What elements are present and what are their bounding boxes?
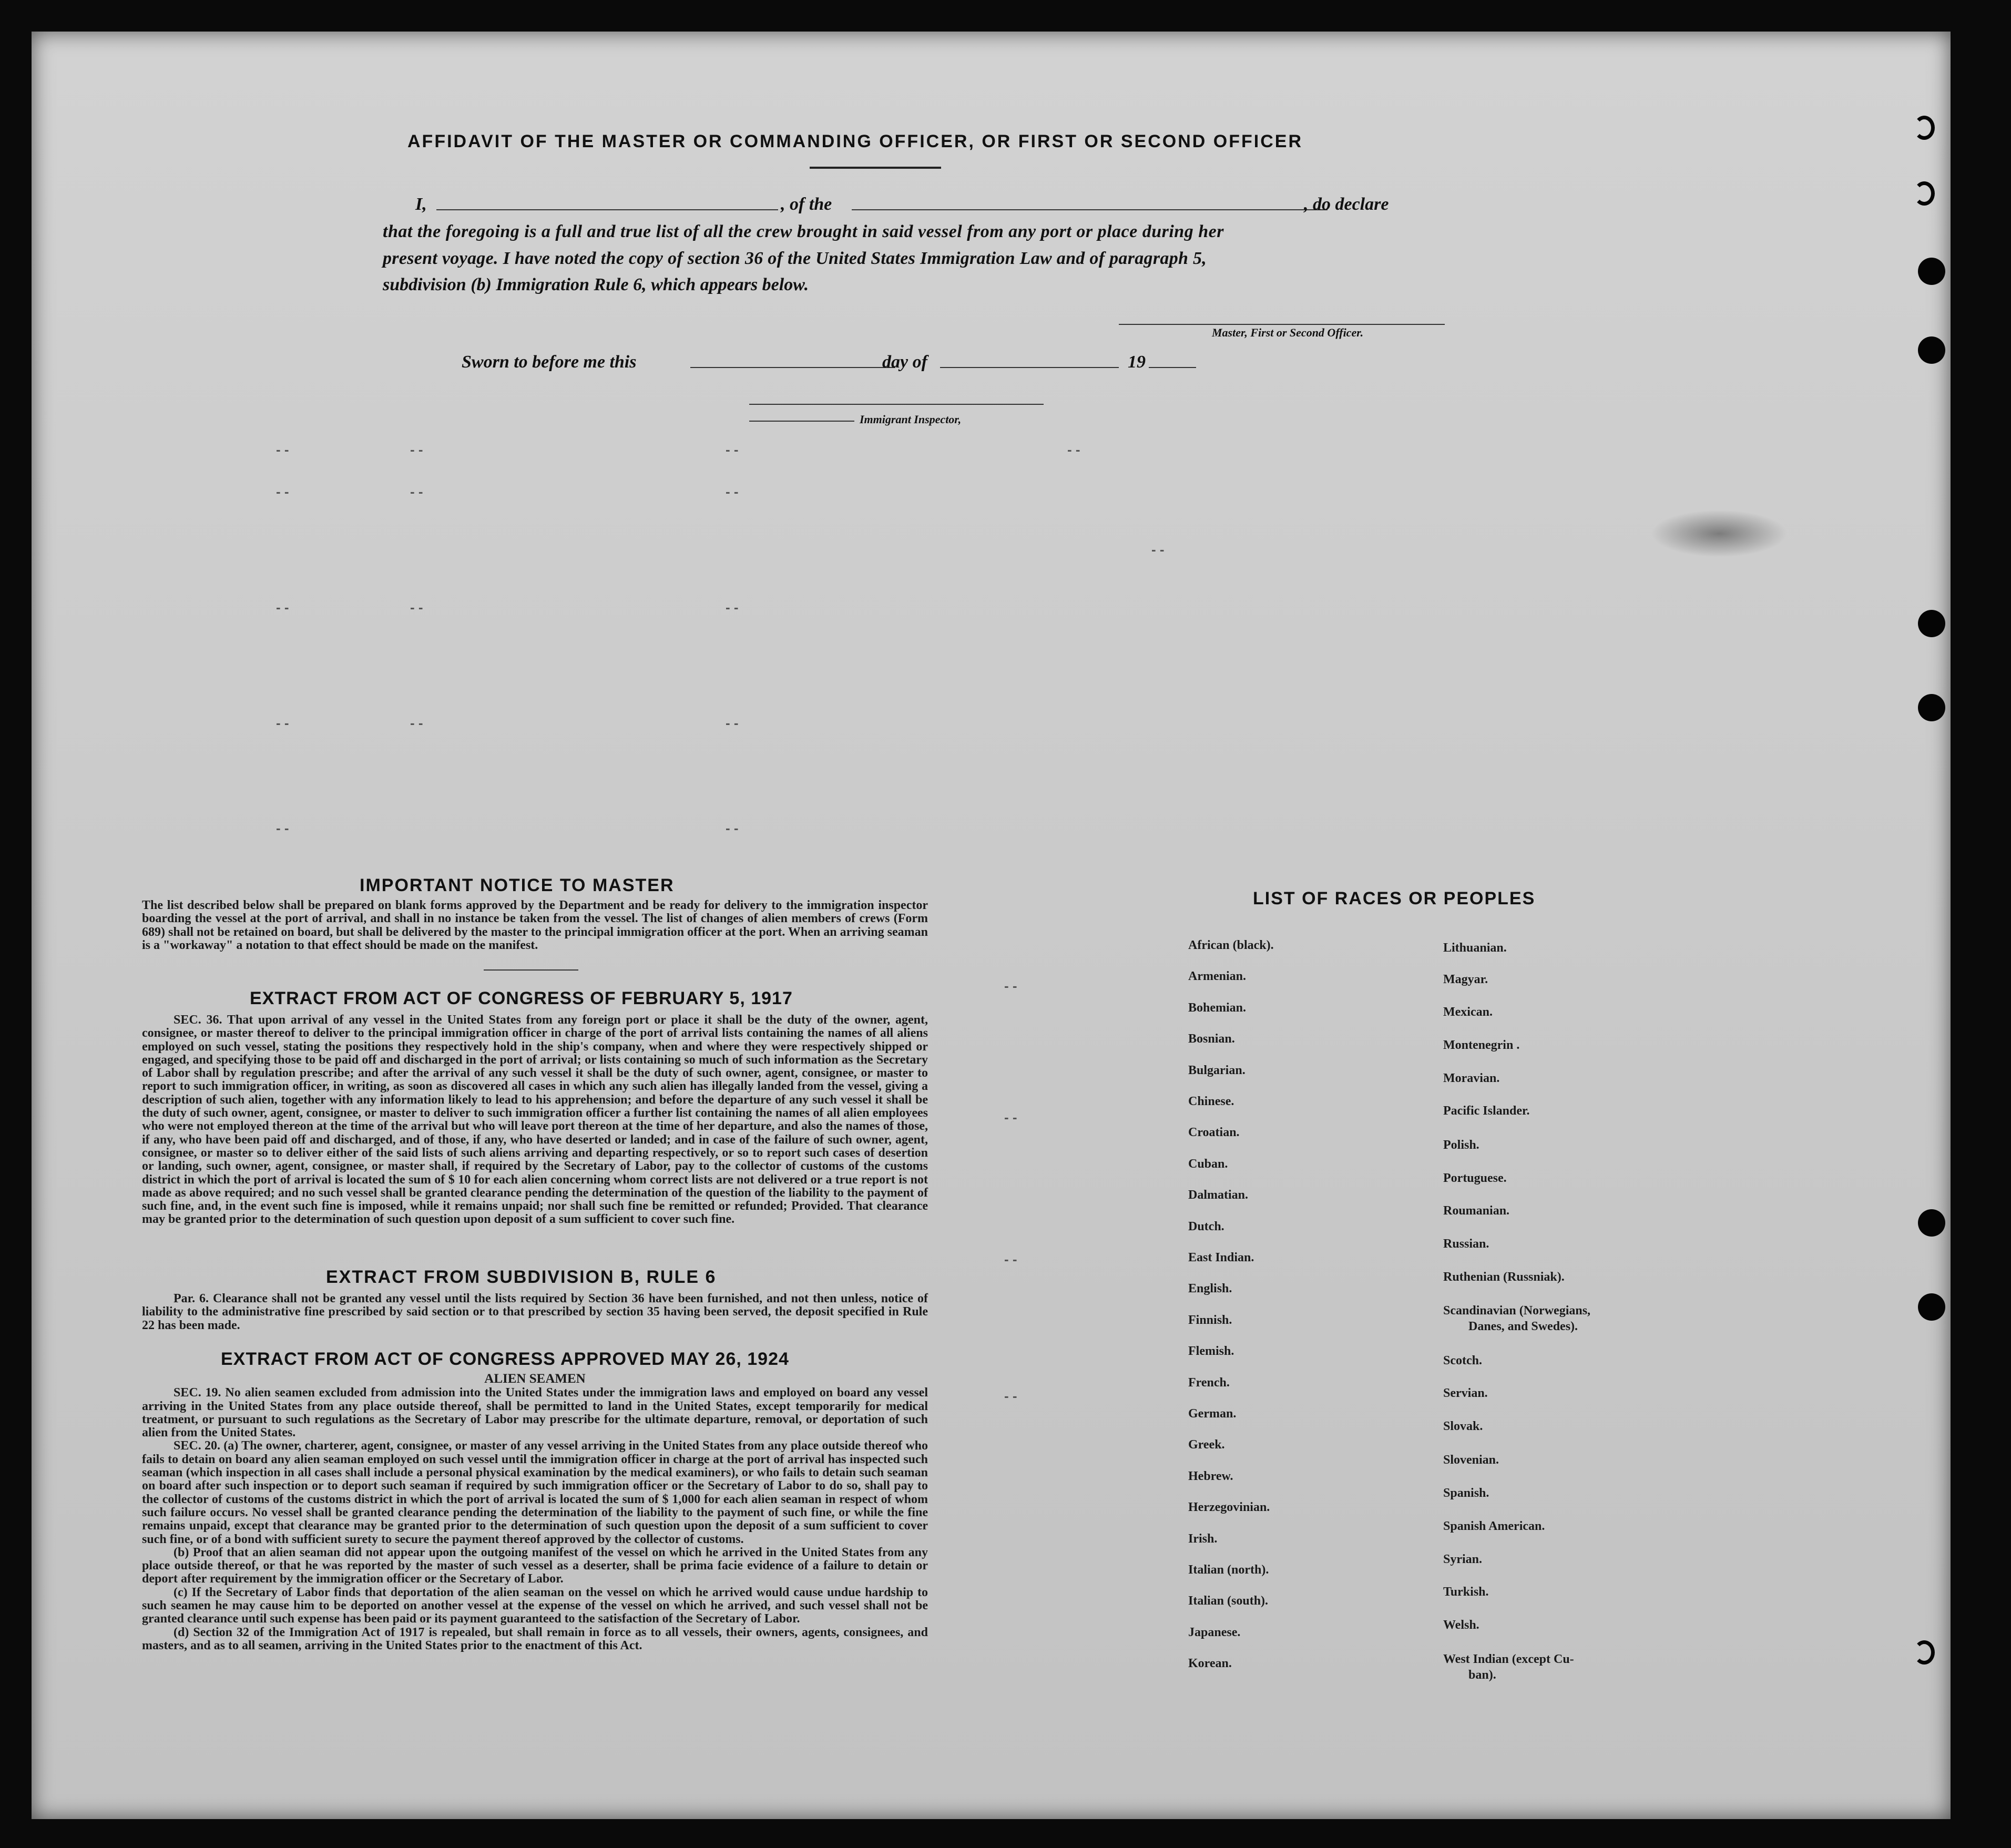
race-item: West Indian (except Cu- [1443, 1652, 1574, 1666]
declaration-line-4: subdivision (b) Immigration Rule 6, which appears below. [383, 275, 809, 294]
inspector-label: Immigrant Inspector, [860, 413, 962, 426]
race-item: English. [1188, 1282, 1232, 1296]
race-item: Armenian. [1188, 969, 1246, 984]
race-item: Welsh. [1443, 1618, 1479, 1632]
race-item: Polish. [1443, 1138, 1479, 1152]
race-item: Spanish. [1443, 1486, 1489, 1500]
signature-line [1119, 324, 1445, 325]
race-item: Mexican. [1443, 1005, 1493, 1019]
dash-mark: - - [1004, 1109, 1017, 1125]
binder-hole [1914, 181, 1935, 206]
dash-mark: - - [410, 715, 423, 731]
race-item: Greek. [1188, 1438, 1225, 1452]
dash-mark: - - [726, 599, 739, 615]
of-the-text: , of the [781, 195, 832, 214]
sworn-year-blank [1149, 367, 1196, 368]
binder-hole [1918, 694, 1945, 721]
binder-hole [1918, 336, 1945, 364]
binder-hole [1914, 116, 1935, 140]
race-item: Scotch. [1443, 1354, 1482, 1367]
sec-19-paragraph: SEC. 19. No alien seamen excluded from admission into the United States under the immigration laws and employed on board any vessel arriving in the United States from any place outside thereof, shall be permitted to land in the United States, except temporarily for medical treatment, or pursuant to such regulations as the Secretary of Labor may prescribe for the ultimate departure, removal, or deportation of such alien from the United States. [142, 1386, 928, 1440]
extract-1917-body: SEC. 36. That upon arrival of any vessel in the United States from any foreign port or place it shall be the duty of the owner, agent, consignee, or master thereof to deliver to the principal immigration officer in charge of the port of arrival lists containing the names of all aliens employed on such vessel, stating the positions they respectively hold in the ship's company, when and where they were respectively shipped or engaged, and specifying those to be paid off and discharged in the port of arrival; or lists containing so much of such information as the Secretary of Labor shall by regulation prescribe; and after the arrival of any such vessel it shall be the duty of such owner, agent, consignee, or master to report to such immigration officer, in writing, as soon as discovered all cases in which any such alien has illegally landed from the vessel, giving a description of such alien, together with any information likely to lead to his apprehension; and before the departure of any such vessel it shall be the duty of such owner, agent, consignee, or master to deliver to such immigration officer a further list containing the names of all alien employees who were not employed thereon at the time of the arrival but who will leave port thereon at the time of her departure, and also the names of those, if any, who have been paid off and discharged, and of those, if any, who have deserted or landed; and in case of the failure of such owner, agent, consignee, or master so to deliver either of the said lists of such aliens arriving and departing respectively, or so to report such cases of desertion or landing, such owner, agent, consignee, or master shall, if required by the Secretary of Labor, pay to the collector of customs of the customs district in which the port of arrival is located the sum of $ 10 for each alien concerning whom correct lists are not delivered or a true report is not made as above required; and no such vessel shall be granted clearance pending the determination of the question of the liability to the payment of such fine, and, in the event such fine is imposed, while it remains unpaid; nor shall such fine be remitted or refunded; Provided. That clearance may be granted prior to the determination of such question upon deposit of a sum sufficient to cover such fine. [142, 1013, 928, 1227]
sworn-day-blank [690, 367, 895, 368]
race-item: Danes, and Swedes). [1468, 1320, 1578, 1333]
dash-mark: - - [726, 715, 739, 731]
race-item: Magyar. [1443, 973, 1488, 986]
race-item: Bulgarian. [1188, 1063, 1246, 1077]
declaration-line-2: that the foregoing is a full and true list of all the crew brought in said vessel from any port or place during her [383, 222, 1224, 241]
notice-body: The list described below shall be prepared on blank forms approved by the Department and be ready for delivery to the immigration inspector boarding the vessel at the port of arrival, and shall in no instance be taken from the vessel. The list of changes of alien members of crews (Form 689) shall not be retained on board, but shall be delivered by the master to the principal immigration officer at the port. When an arriving seaman is a "workaway" a notation to that effect should be made on the manifest. [142, 899, 928, 952]
dash-mark: - - [1151, 542, 1165, 557]
race-item: Dutch. [1188, 1219, 1224, 1233]
race-item: Slovak. [1443, 1420, 1483, 1433]
race-item: Irish. [1188, 1532, 1218, 1546]
signature-label: Master, First or Second Officer. [1212, 326, 1364, 339]
race-item: Scandinavian (Norwegians, [1443, 1304, 1591, 1318]
race-item: East Indian. [1188, 1251, 1254, 1264]
dash-mark: - - [1067, 442, 1080, 457]
race-item: Russian. [1443, 1237, 1489, 1251]
race-item: Chinese. [1188, 1095, 1234, 1108]
race-item: Servian. [1443, 1386, 1488, 1400]
race-item: Turkish. [1443, 1585, 1489, 1599]
race-item: Herzegovinian. [1188, 1500, 1270, 1515]
declaration-line-1 [415, 195, 427, 215]
name-blank [436, 209, 778, 210]
race-item: German. [1188, 1407, 1237, 1421]
sworn-text: Sworn to before me this [462, 352, 637, 372]
document-page [32, 32, 1951, 1819]
race-item: Hebrew. [1188, 1469, 1233, 1483]
race-item: Montenegrin . [1443, 1038, 1520, 1052]
extract-rule6-title: EXTRACT FROM SUBDIVISION B, RULE 6 [326, 1267, 717, 1287]
race-item: Slovenian. [1443, 1453, 1499, 1467]
dash-mark: - - [1004, 1388, 1017, 1404]
race-item: Croatian. [1188, 1126, 1240, 1140]
race-item: Italian (south). [1188, 1594, 1269, 1608]
race-item: Lithuanian. [1443, 941, 1507, 955]
inspector-line-top [749, 404, 1044, 405]
race-item: Flemish. [1188, 1344, 1234, 1359]
race-item: Ruthenian (Russniak). [1443, 1270, 1565, 1284]
inspector-line [749, 421, 854, 422]
day-of-text: day of [882, 352, 927, 372]
race-item: Finnish. [1188, 1313, 1232, 1327]
race-item: Roumanian. [1443, 1204, 1510, 1218]
dash-mark: - - [276, 599, 289, 615]
race-item: Korean. [1188, 1657, 1232, 1671]
race-item: Pacific Islander. [1443, 1104, 1530, 1118]
dash-mark: - - [1004, 1251, 1017, 1267]
race-item: African (black). [1188, 938, 1274, 952]
dash-mark: - - [276, 820, 289, 836]
dash-mark: - - [410, 599, 423, 615]
race-item: Japanese. [1188, 1625, 1241, 1639]
race-item: Spanish American. [1443, 1519, 1545, 1533]
notice-title: IMPORTANT NOTICE TO MASTER [360, 875, 675, 895]
alien-seamen-subtitle: ALIEN SEAMEN [484, 1372, 586, 1386]
smudge-mark [1651, 510, 1788, 557]
declaration-line-3: present voyage. I have noted the copy of section 36 of the United States Immigration Law and of paragraph 5, [383, 249, 1207, 268]
sec-20a-paragraph: SEC. 20. (a) The owner, charterer, agent, consignee, or master of any vessel arriving in the United States from any place outside thereof who fails to detain on board any alien seaman employed on such vessel until the immigration officer in charge at the port of arrival has inspected such seaman (which inspection in all cases shall include a personal physical examination by the medical examiners), or who fails to detain such seaman on board after such inspection or to deport such seaman if required by such immigration officer or the Secretary of Labor to do so, shall pay to the collector of customs of the customs district in which the port of arrival is located the sum of $ 1,000 for each alien seaman in respect of whom such failure occurs. No vessel shall be granted clearance pending the determination of the liability to the payment of such fine, or while the fine remains unpaid, except that clearance may be granted prior to the determination of such question upon the deposit of a sum sufficient to cover such fine, or of a bond with sufficient surety to secure the payment thereof approved by the collector of customs. [142, 1439, 928, 1546]
dash-mark: - - [726, 820, 739, 836]
affidavit-title-underline [810, 167, 941, 169]
race-item: Portuguese. [1443, 1171, 1507, 1185]
race-item: Dalmatian. [1188, 1188, 1248, 1202]
do-declare-text: , do declare [1304, 195, 1389, 214]
vessel-blank [852, 209, 1328, 210]
dash-mark: - - [726, 442, 739, 457]
sec-20c-paragraph: (c) If the Secretary of Labor finds that deportation of the alien seaman on the vessel on which he arrived would cause undue hardship to such seamen he may cause him to be deported on another vessel at the expense of the vessel on which he arrived, and such vessel shall not be granted clearance until such expense has been paid or its payment guaranteed to the satisfaction of the Secretary of Labor. [142, 1585, 928, 1626]
race-item: Italian (north). [1188, 1563, 1269, 1577]
notice-divider [484, 969, 578, 971]
dash-mark: - - [410, 484, 423, 499]
dash-mark: - - [726, 484, 739, 499]
race-item: French. [1188, 1375, 1230, 1390]
binder-hole [1918, 1209, 1945, 1237]
affidavit-title: AFFIDAVIT OF THE MASTER OR COMMANDING OFFICER, OR FIRST OR SECOND OFFICER [407, 131, 1303, 151]
sec-20d-paragraph: (d) Section 32 of the Immigration Act of 1917 is repealed, but shall remain in force as to all vessels, their owners, agents, consignees, and masters, and as to all seamen, arriving in the United States prior to the enactment of this Act. [142, 1625, 928, 1652]
binder-hole [1918, 1293, 1945, 1321]
dash-mark: - - [276, 442, 289, 457]
extract-1924-title: EXTRACT FROM ACT OF CONGRESS APPROVED MAY 26, 1924 [221, 1349, 789, 1369]
race-item: ban). [1468, 1668, 1496, 1682]
race-item: Moravian. [1443, 1071, 1500, 1085]
dash-mark: - - [276, 715, 289, 731]
binder-hole [1918, 610, 1945, 637]
binder-hole [1914, 1640, 1935, 1665]
dash-mark: - - [1004, 978, 1017, 994]
bleed-through-header [189, 95, 201, 131]
race-item: Syrian. [1443, 1553, 1483, 1566]
race-item: Bohemian. [1188, 1000, 1247, 1015]
extract-1917-title: EXTRACT FROM ACT OF CONGRESS OF FEBRUARY 5, 1917 [250, 988, 793, 1008]
binder-hole [1918, 258, 1945, 285]
races-title: LIST OF RACES OR PEOPLES [1253, 889, 1536, 908]
race-item: Cuban. [1188, 1157, 1228, 1171]
sworn-year: 19 [1128, 352, 1146, 372]
declaration-i: I, [415, 195, 427, 214]
extract-1924-body [142, 1372, 928, 1652]
sec-20b-paragraph: (b) Proof that an alien seaman did not appear upon the outgoing manifest of the vessel on which he arrived in the United States from any place outside thereof, or that he was reported by the master of such vessel as a deserter, shall be prima facie evidence of a failure to detain or deport after requirement by the immigration officer or the Secretary of Labor. [142, 1545, 928, 1586]
race-item: Bosnian. [1188, 1032, 1235, 1046]
dash-mark: - - [276, 484, 289, 499]
sworn-month-blank [940, 367, 1119, 368]
dash-mark: - - [410, 442, 423, 457]
extract-rule6-body: Par. 6. Clearance shall not be granted any vessel until the lists required by Section 36 have been furnished, and not then unless, notice of liability to the administrative fine prescribed by said section or to that prescribed by section 35 having been served, the deposit specified in Rule 22 has been made. [142, 1292, 928, 1332]
